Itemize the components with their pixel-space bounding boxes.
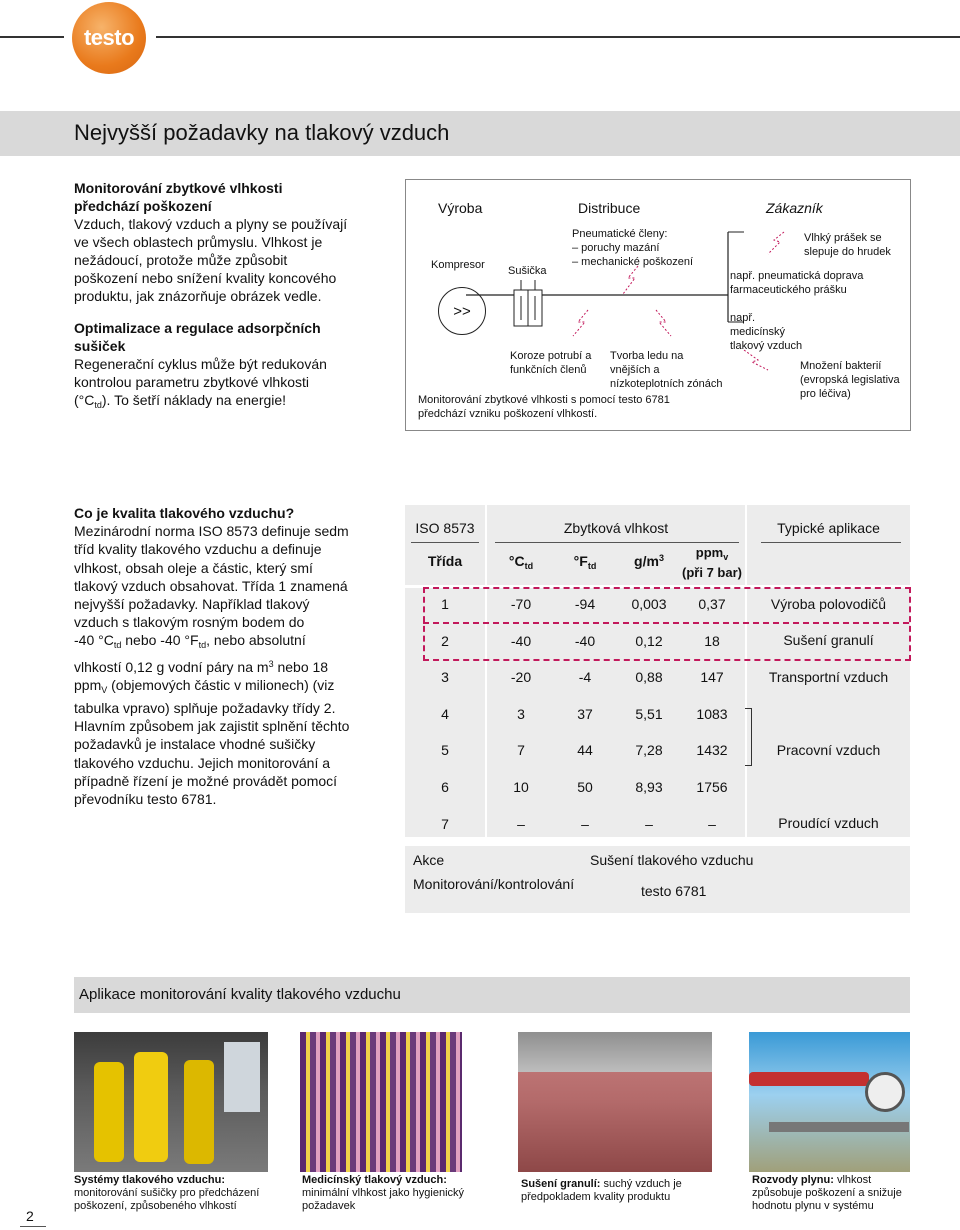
applications-bar: [74, 977, 910, 1013]
section-2-unit-sub: td: [94, 400, 102, 410]
section-2-unit: (°C: [74, 392, 95, 408]
header-line-iso: [411, 542, 479, 543]
header-line-zbytkova: [495, 542, 739, 543]
label-bakterie-1: Množení bakterií: [800, 360, 882, 372]
th-iso: ISO 8573: [415, 520, 475, 536]
caption-2-text: minimální vlhkost jako hygienický požadavek: [302, 1187, 465, 1212]
value-cell: 7,28: [635, 742, 663, 759]
label-led-1: Tvorba ledu na: [610, 350, 684, 362]
action-box: [405, 846, 910, 913]
section-2-body-text: Regenerační cyklus může být redukován kontrolou parametru zbytkové vlhkosti: [74, 356, 327, 390]
label-led-3: nízkoteplotních zónách: [610, 378, 723, 390]
label-prasek-1: Vlhký prášek se: [804, 232, 882, 244]
value-cell: 10: [513, 779, 529, 795]
process-diagram: [405, 179, 911, 431]
value-cell: 8,93: [635, 779, 663, 795]
value-cell: 0,12: [635, 632, 663, 649]
q-l7s2: td: [198, 640, 207, 651]
section-2-body-end: ). To šetří náklady na energie!: [101, 392, 287, 408]
class-cell: 7: [441, 815, 449, 832]
label-pneu-3: – mechanické poškození: [572, 256, 694, 268]
label-led-2: vnějších a: [610, 364, 660, 376]
class-cell: 3: [441, 669, 449, 686]
testo-logo: [72, 2, 146, 74]
page-title: Nejvyšší požadavky na tlakový vzduch: [74, 120, 450, 145]
value-cell: –: [517, 815, 525, 832]
value-cell: 7: [517, 742, 525, 759]
quality-line-9: [74, 676, 374, 699]
caption-1-text: monitorování sušičky pro předcházení poškození, způsobeného vlhkostí: [74, 1187, 260, 1212]
value-cell: 5,51: [635, 705, 663, 722]
class-cell: 4: [441, 705, 449, 722]
section-2-body: [74, 355, 334, 414]
photo-gas-distribution: [749, 1032, 910, 1172]
th-gm3-text: g/m: [634, 553, 659, 569]
th-ctd: [491, 553, 551, 571]
value-cell: 0,37: [698, 596, 726, 612]
label-pneu-1: Pneumatické členy:: [572, 228, 668, 240]
value-cell: -4: [578, 669, 592, 686]
q-l7s1: td: [113, 640, 122, 651]
th-ftd: [555, 553, 615, 571]
q-l9sub: V: [101, 684, 108, 695]
compressor-symbol-text: >>: [453, 302, 471, 320]
label-koroze-1: Koroze potrubí a: [510, 350, 592, 362]
quality-line: vzduch s tlakovým rosným bodem do: [74, 614, 305, 631]
photo-medical-air: [300, 1032, 462, 1172]
q-l7b: nebo -40 °F: [121, 632, 199, 649]
th-ctd-sub: td: [524, 561, 534, 571]
caption-1: [74, 1174, 274, 1213]
monitoring-value: testo 6781: [641, 883, 707, 899]
highlight-box: [423, 587, 911, 661]
app-pracovni: Pracovní vzduch: [776, 742, 881, 758]
app-suseni: Sušení granulí: [783, 632, 874, 648]
th-trida: Třída: [427, 553, 463, 569]
value-cell: -94: [574, 596, 596, 612]
q-l8a: vlhkostí 0,12 g vodní páry na m: [74, 658, 269, 675]
th-gm3: [619, 553, 679, 569]
value-cell: 1432: [696, 742, 728, 759]
quality-line: tříd kvality tlakového vzduchu a definuje: [74, 541, 322, 558]
quality-line-7: [74, 631, 374, 654]
value-cell: 1756: [696, 779, 728, 795]
th-ppm-line2: (při 7 bar): [682, 565, 742, 580]
value-cell: -40: [510, 632, 532, 649]
diagram-heading-distribuce: Distribuce: [578, 200, 641, 216]
diagram-heading-zakaznik: Zákazník: [766, 200, 823, 216]
th-ppm-sub: v: [723, 552, 729, 562]
label-monitorovani-2: předchází vzniku poškození vlhkostí.: [418, 408, 598, 420]
header-line-left: [0, 36, 64, 38]
class-cell: 5: [441, 742, 449, 759]
th-ftd-sub: td: [587, 561, 597, 571]
label-monitorovani-1: Monitorování zbytkové vlhkosti s pomocí testo 6781: [418, 394, 670, 406]
value-cell: 44: [577, 742, 593, 759]
action-label: Akce: [413, 852, 445, 868]
header-line-right: [156, 36, 960, 38]
label-med-3: tlakový vzduch: [730, 340, 803, 352]
section-1-heading: Monitorování zbytkové vlhkosti předchází poškození: [74, 180, 283, 214]
class-cell: 1: [441, 596, 449, 612]
caption-4: [752, 1174, 912, 1213]
quality-line: Hlavním způsobem jak zajistit splnění těchto: [74, 718, 350, 735]
value-cell: –: [645, 815, 653, 832]
quality-line: převodníku testo 6781.: [74, 791, 217, 808]
label-koroze-2: funkčních členů: [510, 364, 587, 376]
quality-line: vlhkost, obsah oleje a částic, který smí: [74, 559, 313, 576]
photo-compressed-air-systems: [74, 1032, 268, 1172]
value-cell: 50: [577, 779, 593, 795]
app-transport: Transportní vzduch: [768, 669, 889, 685]
quality-line: tlakového vzduchu. Jejich monitorování a: [74, 754, 331, 771]
app-vyroba: Výroba polovodičů: [770, 596, 887, 612]
value-cell: 18: [704, 632, 720, 649]
q-l8b: nebo 18: [273, 658, 329, 675]
page-number: 2: [26, 1208, 34, 1224]
value-cell: –: [708, 815, 716, 832]
diagram-heading-vyroba: Výroba: [438, 200, 483, 216]
q-l8sup: 3: [268, 658, 274, 669]
q-l9a: ppm: [74, 676, 102, 693]
iso-table: [405, 505, 910, 837]
quality-line: Mezinárodní norma ISO 8573 definuje sedm: [74, 523, 349, 540]
caption-3-title: Sušení granulí:: [521, 1178, 601, 1190]
q-l9b: (objemových částic v milionech) (viz: [107, 676, 335, 693]
label-pneudoprava-1: např. pneumatická doprava: [730, 270, 864, 282]
intro-section-2: [74, 319, 334, 414]
value-cell: –: [581, 815, 589, 832]
quality-line-8: [74, 655, 374, 676]
quality-section: [74, 504, 374, 808]
caption-3-text: suchý vzduch je předpokladem kvality produktu: [521, 1178, 682, 1203]
th-ctd-text: °C: [508, 553, 525, 569]
caption-2-title: Medicínský tlakový vzduch:: [302, 1174, 447, 1186]
label-pneudoprava-2: farmaceutického prášku: [730, 284, 847, 296]
section-1-body: Vzduch, tlakový vzduch a plyny se používají ve všech oblastech průmyslu. Vlhkost je nežádoucí, protože může způsobit poškození nebo snížení kvality koncového produktu, jak znázorňuje obrázek vedle.: [74, 216, 348, 304]
quality-heading: Co je kvalita tlakového vzduchu?: [74, 505, 295, 521]
th-ftd-text: °F: [573, 553, 588, 569]
quality-line: tlakový vzduch obsahovat. Třída 1 znamená: [74, 577, 348, 594]
intro-section-1: [74, 179, 349, 305]
title-bar: [0, 111, 960, 156]
logo-text: testo: [83, 25, 135, 50]
value-cell: 1083: [696, 705, 728, 722]
quality-line: požadavků je instalace vhodné sušičky: [74, 736, 316, 753]
label-med-1: např.: [730, 312, 756, 324]
label-kompresor: Kompresor: [431, 259, 485, 271]
value-cell: -20: [510, 669, 532, 686]
quality-line: nejvyšší požadavky. Například tlakový: [74, 596, 310, 613]
caption-4-text: vlhkost způsobuje poškození a snižuje hodnotu plynu v systému: [752, 1174, 902, 1212]
highlight-divider: [423, 622, 909, 624]
label-prasek-2: slepuje do hrudek: [804, 246, 891, 258]
compressor-symbol: [438, 287, 486, 335]
label-susicka: Sušička: [508, 265, 547, 277]
value-cell: 0,88: [635, 669, 663, 686]
section-2-heading: Optimalizace a regulace adsorpčních sušiček: [74, 320, 321, 354]
th-gm3-sup: 3: [658, 553, 664, 563]
th-ppm: [679, 545, 745, 581]
label-pneu-2: – poruchy mazání: [572, 242, 660, 254]
applications-title: Aplikace monitorování kvality tlakového vzduchu: [79, 986, 401, 1003]
th-ppm-text: ppm: [695, 545, 724, 560]
page-number-rule: [20, 1226, 46, 1227]
class-cell: 6: [441, 779, 449, 795]
value-cell: -70: [510, 596, 532, 612]
class-cell: 2: [441, 632, 449, 649]
photo-granule-drying: [518, 1032, 712, 1172]
value-cell: 3: [517, 705, 525, 722]
header-line-apl: [761, 542, 901, 543]
quality-line: případně řízení je možné provádět pomocí: [74, 772, 338, 789]
caption-4-title: Rozvody plynu:: [752, 1174, 834, 1186]
caption-2: [302, 1174, 472, 1213]
label-bakterie-2: (evropská legislativa: [800, 374, 900, 386]
value-cell: 37: [577, 705, 593, 722]
label-med-2: medicínský: [730, 326, 786, 338]
value-cell: 147: [700, 669, 724, 686]
action-value: Sušení tlakového vzduchu: [590, 852, 754, 868]
label-bakterie-3: pro léčiva): [800, 388, 851, 400]
q-l7a: -40 °C: [74, 632, 114, 649]
q-l7c: , nebo absolutní: [206, 632, 306, 649]
th-aplikace: Typické aplikace: [777, 520, 880, 536]
th-zbytkova: Zbytková vlhkost: [563, 520, 669, 536]
caption-1-title: Systémy tlakového vzduchu:: [74, 1174, 225, 1186]
th-ppm-line1: [679, 545, 745, 565]
value-cell: -40: [574, 632, 596, 649]
caption-3: [521, 1178, 691, 1204]
quality-line: tabulka vpravo) splňuje požadavky třídy 2.: [74, 700, 336, 717]
value-cell: 0,003: [631, 596, 667, 612]
monitoring-label: Monitorování/kontrolování: [413, 876, 575, 892]
app-proudici: Proudící vzduch: [778, 815, 879, 831]
